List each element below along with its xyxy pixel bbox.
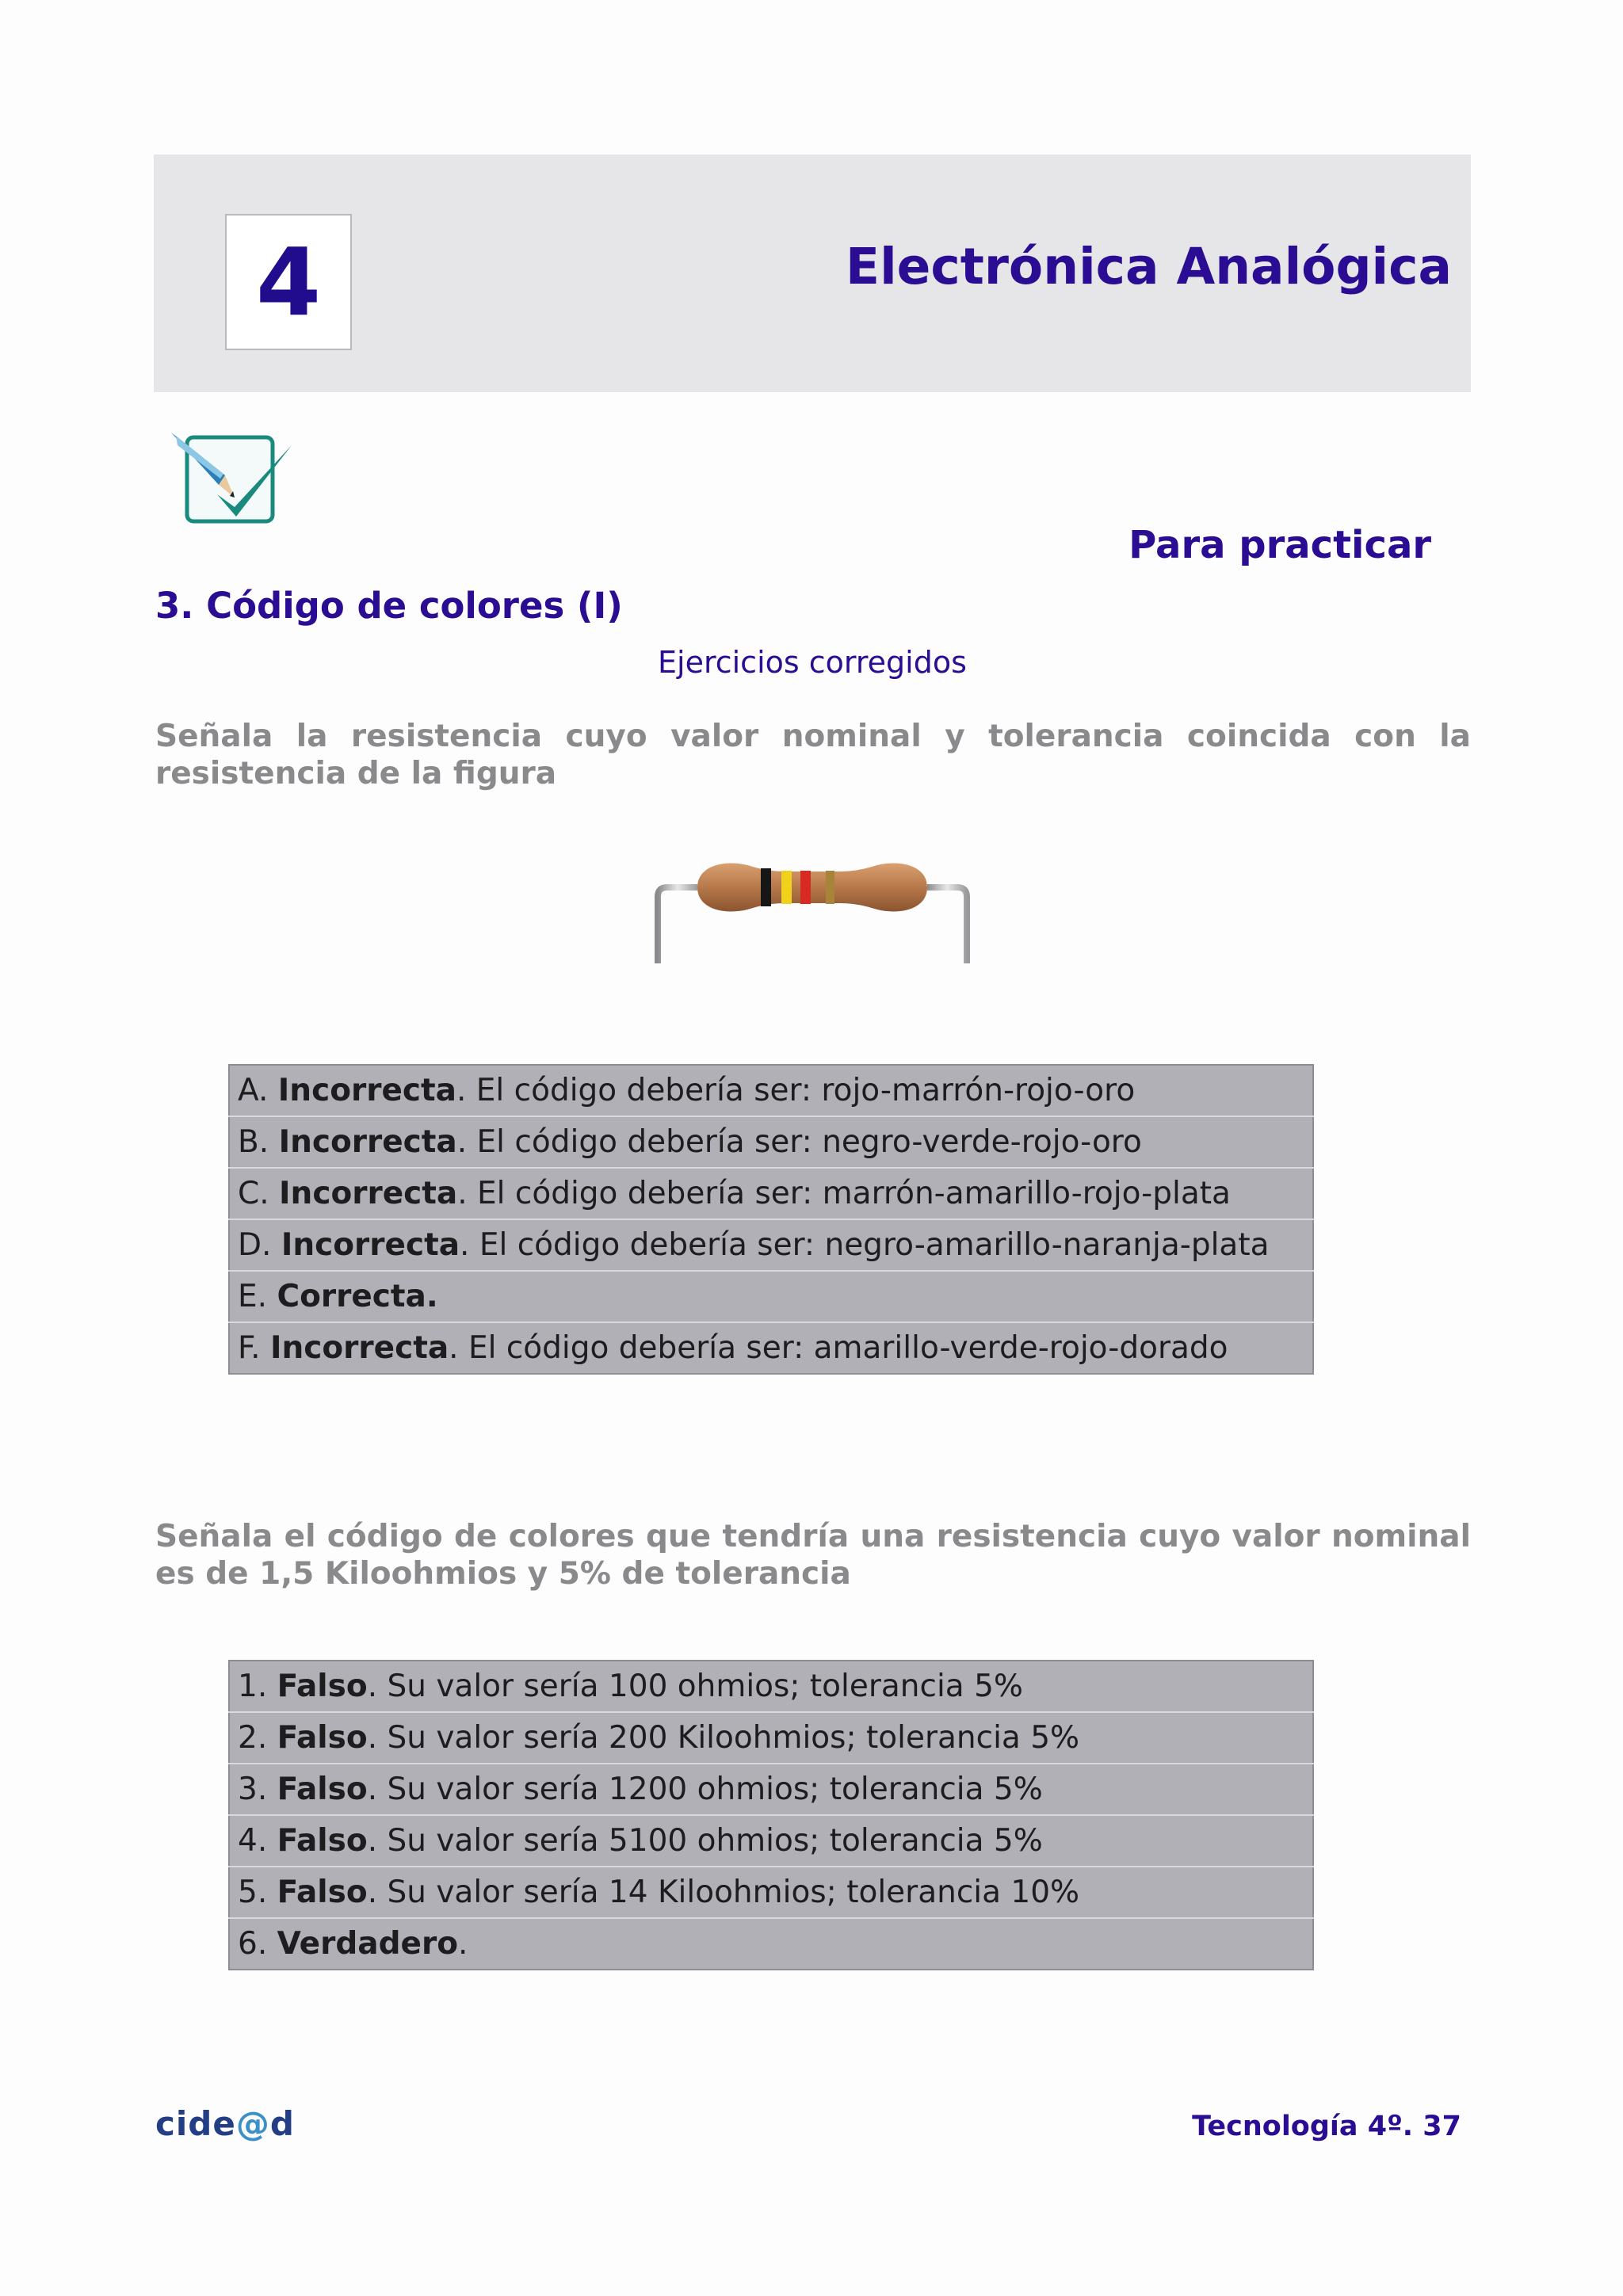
section-subheading: Ejercicios corregidos [658, 645, 967, 680]
answer-label: 4. [238, 1823, 268, 1859]
unit-title: Electrónica Analógica [846, 238, 1452, 296]
answer-verdict: Incorrecta [269, 1330, 449, 1366]
section-heading: 3. Código de colores (I) [155, 585, 623, 627]
answer-explanation: . Su valor sería 1200 ohmios; tolerancia 5% [367, 1772, 1043, 1807]
answer-row [229, 1219, 1313, 1271]
exercise1-answers-table [228, 1064, 1314, 1375]
page-label: Para practicar [1128, 523, 1431, 567]
practice-pencil-check-icon [170, 428, 296, 527]
resistor-figure [642, 848, 983, 963]
logo-prefix: cide [155, 2104, 236, 2143]
footer-page-info: Tecnología 4º. 37 [1192, 2111, 1461, 2142]
answer-row [229, 1322, 1313, 1374]
answer-verdict: Falso [277, 1875, 368, 1910]
answer-verdict: Verdadero [277, 1926, 458, 1962]
answer-explanation: . Su valor sería 200 Kiloohmios; tolerancia 5% [367, 1720, 1080, 1756]
answer-label: 3. [238, 1772, 268, 1807]
answer-verdict: Incorrecta [279, 1176, 458, 1211]
answer-explanation: . Su valor sería 14 Kiloohmios; tolerancia 10% [367, 1875, 1080, 1910]
resistor-band-3 [800, 871, 811, 904]
answer-verdict: Falso [277, 1720, 368, 1756]
answer-cell [229, 1867, 1313, 1918]
answer-cell [229, 1219, 1313, 1271]
answer-cell [229, 1065, 1313, 1116]
exercise2-question: Señala el código de colores que tendría una resistencia cuyo valor nominal es de 1,5 Kiloohmios y 5% de tolerancia [155, 1519, 1471, 1592]
answer-row [229, 1867, 1313, 1918]
answer-row [229, 1918, 1313, 1970]
answer-label: 6. [238, 1926, 268, 1962]
exercise1-question [155, 718, 1471, 792]
answer-label: 1. [238, 1669, 268, 1704]
resistor-band-2 [781, 871, 792, 904]
answer-row [229, 1116, 1313, 1168]
answer-row [229, 1712, 1313, 1764]
answer-row [229, 1764, 1313, 1815]
answer-verdict: Incorrecta [278, 1124, 457, 1160]
answer-verdict: Falso [277, 1823, 368, 1859]
answer-row [229, 1661, 1313, 1712]
logo-at: @ [235, 2104, 270, 2143]
answer-cell [229, 1322, 1313, 1374]
answer-label: 2. [238, 1720, 268, 1756]
answer-label: D. [238, 1227, 272, 1263]
answer-cell [229, 1815, 1313, 1867]
answer-row [229, 1168, 1313, 1219]
answer-row [229, 1815, 1313, 1867]
resistor-band-4 [826, 871, 834, 904]
answer-cell [229, 1168, 1313, 1219]
answer-verdict: Incorrecta [281, 1227, 460, 1263]
answer-cell [229, 1918, 1313, 1970]
answer-row [229, 1271, 1313, 1322]
answer-label: B. [238, 1124, 269, 1160]
answer-explanation: . El código debería ser: negro-verde-rojo-oro [456, 1124, 1142, 1160]
answer-explanation: . El código debería ser: rojo-marrón-rojo-oro [456, 1073, 1136, 1108]
answer-verdict: Falso [277, 1772, 368, 1807]
answer-explanation: . El código debería ser: negro-amarillo-naranja-plata [460, 1227, 1270, 1263]
answer-cell [229, 1271, 1313, 1322]
answer-label: A. [238, 1073, 269, 1108]
answer-cell [229, 1116, 1313, 1168]
exercise1-question-line1: Señala la resistencia cuyo valor nominal y tolerancia coincida con la [155, 719, 1471, 754]
chapter-number: 4 [225, 214, 352, 350]
answer-label: C. [238, 1176, 269, 1211]
exercise2-answers-table [228, 1660, 1314, 1970]
answer-explanation: . El código debería ser: amarillo-verde-rojo-dorado [449, 1330, 1228, 1366]
answer-verdict: Falso [277, 1669, 368, 1704]
answer-label: 5. [238, 1875, 268, 1910]
logo-suffix: d [269, 2104, 295, 2143]
answer-verdict: Incorrecta [277, 1073, 456, 1108]
resistor-band-1 [761, 868, 771, 906]
answer-explanation: . Su valor sería 5100 ohmios; tolerancia 5% [367, 1823, 1043, 1859]
answer-cell [229, 1764, 1313, 1815]
answer-label: F. [238, 1330, 261, 1366]
answer-row [229, 1065, 1313, 1116]
answer-label: E. [238, 1279, 268, 1314]
answer-cell [229, 1712, 1313, 1764]
cidead-logo [155, 2104, 295, 2143]
exercise1-question-line2: resistencia de la figura [155, 756, 557, 791]
answer-explanation: . [458, 1926, 468, 1962]
answer-explanation: . El código debería ser: marrón-amarillo-rojo-plata [457, 1176, 1231, 1211]
answer-verdict: Correcta. [277, 1279, 438, 1314]
answer-cell [229, 1661, 1313, 1712]
answer-explanation: . Su valor sería 100 ohmios; tolerancia 5% [367, 1669, 1023, 1704]
